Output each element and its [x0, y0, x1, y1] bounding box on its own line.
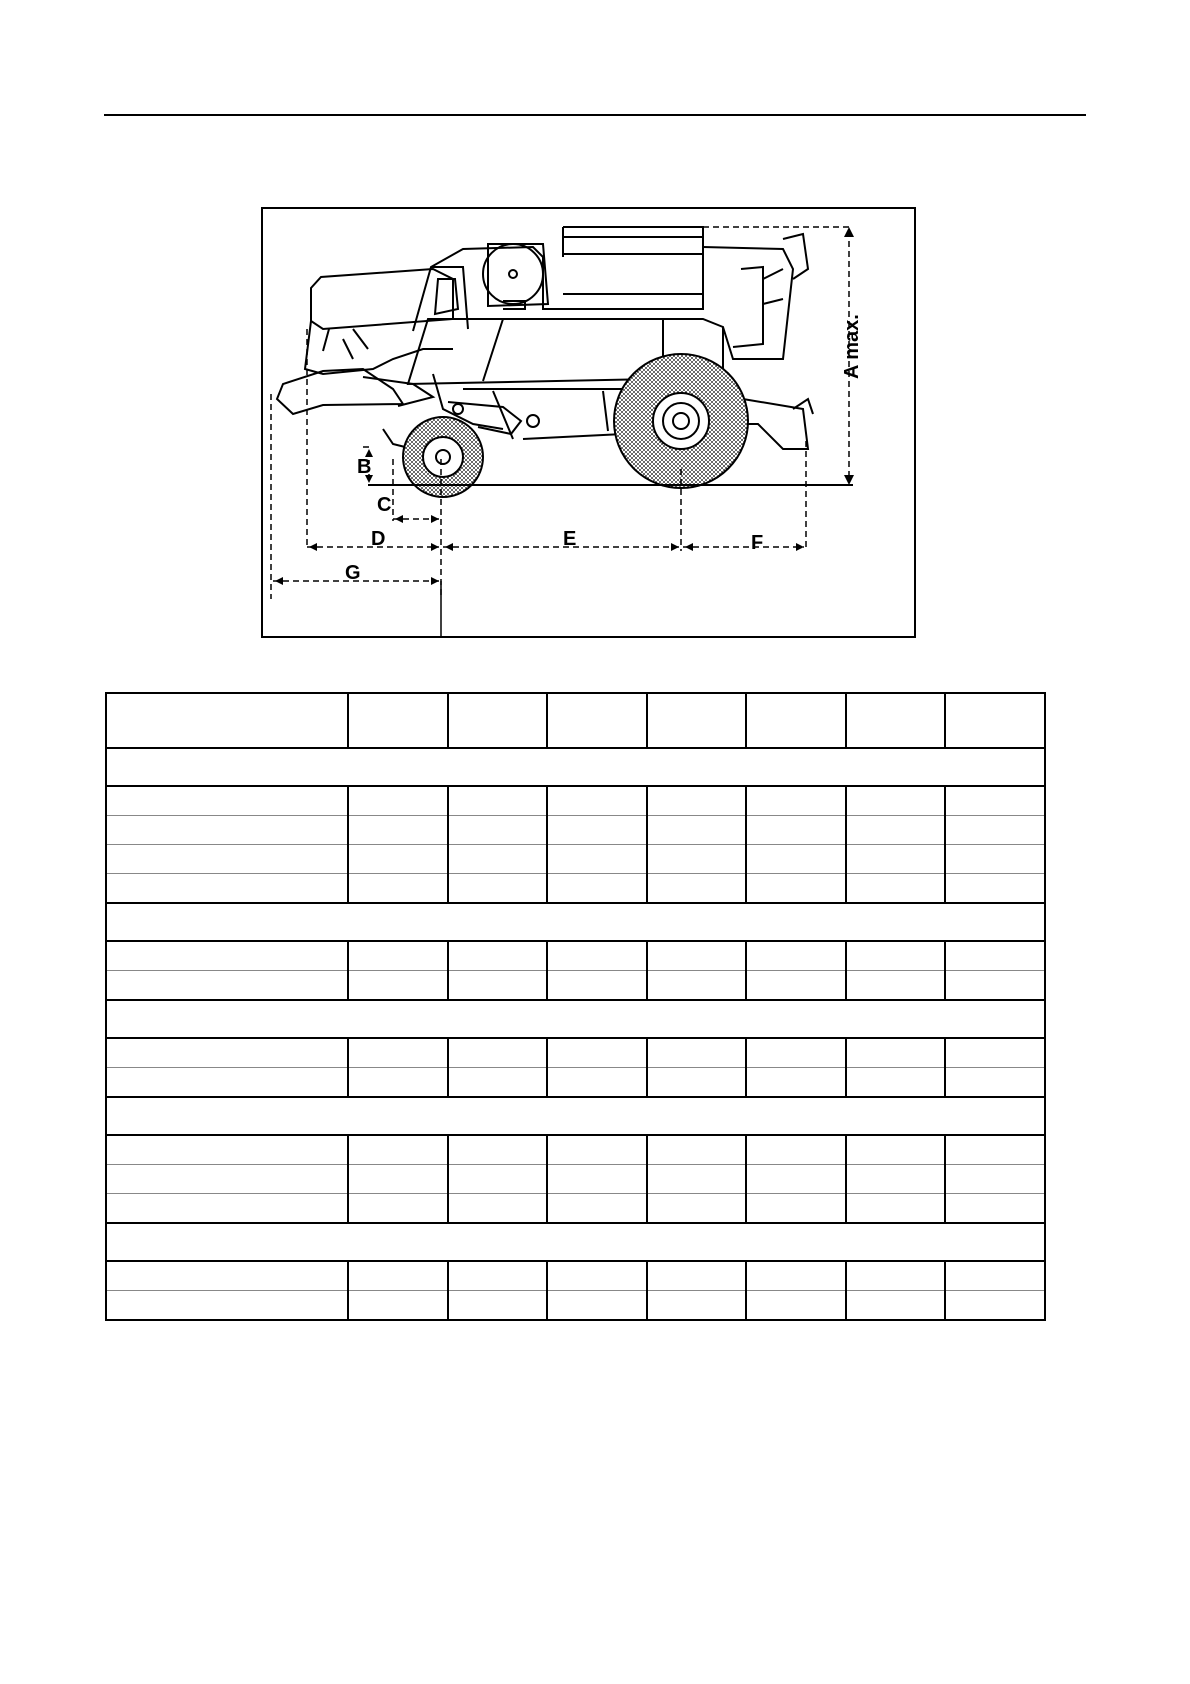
table-cell — [547, 1261, 647, 1291]
table-cell — [348, 1135, 448, 1165]
table-cell — [106, 941, 348, 971]
table-row — [106, 1135, 1045, 1165]
table-cell — [846, 874, 946, 904]
combine-harvester-dimension-figure — [261, 207, 916, 638]
table-cell — [448, 1261, 548, 1291]
table-cell — [746, 971, 846, 1001]
table-cell — [945, 1068, 1045, 1098]
table-cell — [547, 1068, 647, 1098]
table-cell — [106, 1291, 348, 1321]
specification-table-body — [106, 693, 1045, 1320]
table-cell — [547, 816, 647, 845]
combine-harvester-drawing — [263, 209, 914, 636]
table-section-row — [106, 1223, 1045, 1261]
table-cell — [448, 1291, 548, 1321]
table-cell — [945, 845, 1045, 874]
table-cell — [448, 1165, 548, 1194]
table-cell — [348, 1194, 448, 1224]
table-cell — [746, 941, 846, 971]
table-cell — [945, 941, 1045, 971]
table-cell — [846, 1261, 946, 1291]
table-cell — [547, 1135, 647, 1165]
table-cell — [945, 1038, 1045, 1068]
table-cell — [846, 1291, 946, 1321]
dim-label-a: A max. — [841, 314, 863, 379]
table-cell — [846, 1038, 946, 1068]
table-cell — [647, 1135, 747, 1165]
dim-label-c: C — [377, 494, 392, 516]
table-cell — [647, 1068, 747, 1098]
table-cell — [547, 1038, 647, 1068]
table-cell — [746, 1291, 846, 1321]
table-header-cell — [106, 693, 348, 748]
table-cell — [547, 1165, 647, 1194]
table-row — [106, 786, 1045, 816]
table-cell — [846, 1194, 946, 1224]
table-cell — [846, 845, 946, 874]
table-header-cell — [846, 693, 946, 748]
dim-label-d: D — [371, 528, 386, 550]
table-cell — [106, 1165, 348, 1194]
table-cell — [746, 816, 846, 845]
table-cell — [348, 1261, 448, 1291]
table-header-cell — [647, 693, 747, 748]
front-drive-wheel — [614, 354, 748, 488]
dim-label-f: F — [751, 532, 764, 554]
table-cell — [746, 1165, 846, 1194]
table-cell — [106, 1261, 348, 1291]
table-cell — [945, 1194, 1045, 1224]
dim-label-e: E — [563, 528, 577, 550]
table-cell — [448, 786, 548, 816]
table-cell — [647, 786, 747, 816]
table-cell — [348, 1038, 448, 1068]
table-cell — [945, 1261, 1045, 1291]
table-cell — [448, 845, 548, 874]
table-section-title — [106, 1223, 1045, 1261]
table-cell — [647, 1291, 747, 1321]
table-cell — [106, 1194, 348, 1224]
table-cell — [846, 1165, 946, 1194]
table-row — [106, 1068, 1045, 1098]
table-cell — [547, 786, 647, 816]
table-cell — [348, 845, 448, 874]
table-cell — [448, 941, 548, 971]
table-cell — [448, 971, 548, 1001]
table-row — [106, 1261, 1045, 1291]
table-cell — [945, 874, 1045, 904]
table-row — [106, 816, 1045, 845]
table-header-cell — [746, 693, 846, 748]
table-cell — [106, 786, 348, 816]
page-header-rule — [104, 114, 1086, 116]
table-cell — [945, 1165, 1045, 1194]
table-header-cell — [348, 693, 448, 748]
table-section-row — [106, 748, 1045, 786]
table-cell — [348, 816, 448, 845]
table-cell — [945, 1291, 1045, 1321]
table-cell — [348, 1165, 448, 1194]
table-cell — [106, 874, 348, 904]
table-cell — [647, 971, 747, 1001]
table-cell — [106, 1068, 348, 1098]
table-cell — [547, 971, 647, 1001]
table-cell — [647, 1038, 747, 1068]
table-cell — [448, 816, 548, 845]
table-cell — [647, 1165, 747, 1194]
table-row — [106, 941, 1045, 971]
table-row — [106, 1194, 1045, 1224]
table-cell — [746, 874, 846, 904]
table-cell — [746, 1068, 846, 1098]
table-cell — [448, 1068, 548, 1098]
table-cell — [348, 1068, 448, 1098]
table-cell — [746, 1261, 846, 1291]
table-cell — [106, 1038, 348, 1068]
table-row — [106, 1038, 1045, 1068]
table-cell — [448, 1038, 548, 1068]
table-cell — [846, 786, 946, 816]
table-cell — [846, 1068, 946, 1098]
table-cell — [647, 1194, 747, 1224]
table-cell — [647, 874, 747, 904]
table-cell — [846, 941, 946, 971]
table-cell — [106, 971, 348, 1001]
table-cell — [448, 1194, 548, 1224]
table-cell — [746, 786, 846, 816]
table-row — [106, 1165, 1045, 1194]
table-row — [106, 845, 1045, 874]
table-cell — [547, 941, 647, 971]
table-cell — [106, 816, 348, 845]
table-cell — [547, 1194, 647, 1224]
table-section-row — [106, 903, 1045, 941]
table-section-title — [106, 903, 1045, 941]
table-cell — [547, 874, 647, 904]
table-cell — [348, 874, 448, 904]
table-cell — [348, 971, 448, 1001]
table-section-title — [106, 1097, 1045, 1135]
table-cell — [106, 845, 348, 874]
table-cell — [106, 1135, 348, 1165]
dim-label-b: B — [357, 456, 372, 478]
table-cell — [647, 816, 747, 845]
table-section-title — [106, 1000, 1045, 1038]
table-cell — [547, 1291, 647, 1321]
table-header-row — [106, 693, 1045, 748]
table-cell — [746, 845, 846, 874]
table-row — [106, 1291, 1045, 1321]
table-section-title — [106, 748, 1045, 786]
table-cell — [647, 845, 747, 874]
table-cell — [647, 1261, 747, 1291]
table-cell — [945, 1135, 1045, 1165]
table-cell — [846, 971, 946, 1001]
table-cell — [448, 1135, 548, 1165]
table-cell — [348, 786, 448, 816]
table-cell — [746, 1038, 846, 1068]
table-cell — [547, 845, 647, 874]
table-header-cell — [945, 693, 1045, 748]
table-cell — [846, 1135, 946, 1165]
table-cell — [348, 1291, 448, 1321]
table-header-cell — [448, 693, 548, 748]
table-row — [106, 971, 1045, 1001]
table-section-row — [106, 1000, 1045, 1038]
table-row — [106, 874, 1045, 904]
table-cell — [945, 816, 1045, 845]
table-section-row — [106, 1097, 1045, 1135]
table-cell — [945, 786, 1045, 816]
table-cell — [746, 1194, 846, 1224]
specification-table — [105, 692, 1046, 1321]
table-cell — [448, 874, 548, 904]
table-header-cell — [547, 693, 647, 748]
table-cell — [846, 816, 946, 845]
table-cell — [348, 941, 448, 971]
dim-label-g: G — [345, 562, 361, 584]
table-cell — [945, 971, 1045, 1001]
table-cell — [647, 941, 747, 971]
table-cell — [746, 1135, 846, 1165]
